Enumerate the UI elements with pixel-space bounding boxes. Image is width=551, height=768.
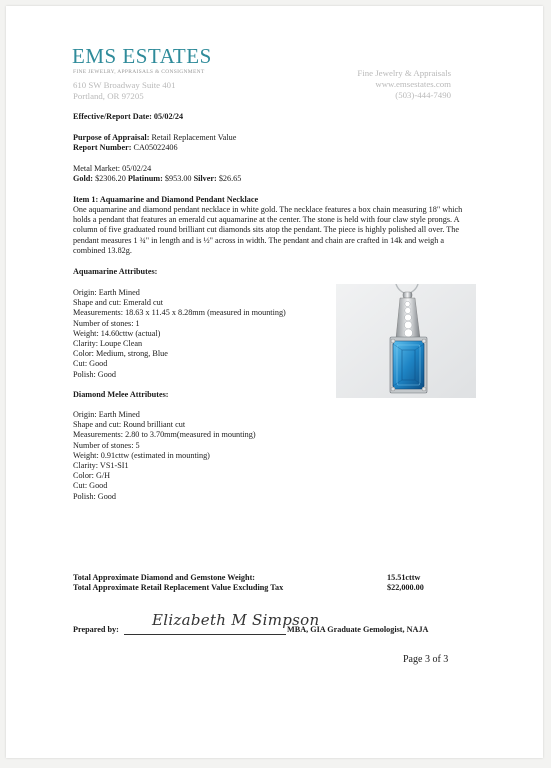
total-weight-value: 15.51cttw bbox=[387, 573, 421, 582]
pendant-photo bbox=[336, 284, 476, 398]
attribute-line: Color: G/H bbox=[73, 471, 111, 481]
contact-line-website: www.emsestates.com bbox=[375, 79, 451, 89]
attribute-line: Color: Medium, strong, Blue bbox=[73, 349, 168, 359]
purpose-label: Purpose of Appraisal: bbox=[73, 133, 150, 142]
attribute-line: Number of stones: 1 bbox=[73, 318, 140, 328]
company-contact bbox=[357, 68, 451, 101]
contact-line-services: Fine Jewelry & Appraisals bbox=[357, 68, 451, 78]
attribute-line: Shape and cut: Emerald cut bbox=[73, 298, 164, 308]
address-line-2: Portland, OR 97205 bbox=[73, 91, 144, 101]
attribute-line: Polish: Good bbox=[73, 491, 116, 501]
item-title: Item 1: Aquamarine and Diamond Pendant Necklace bbox=[73, 195, 259, 204]
company-logo: EMS ESTATES bbox=[72, 44, 212, 68]
metal-market: Metal Market: 05/02/24 bbox=[73, 164, 152, 173]
report-number-value: CA05022406 bbox=[133, 143, 178, 152]
purpose-value: Retail Replacement Value bbox=[151, 133, 237, 142]
attribute-line: Shape and cut: Round brilliant cut bbox=[73, 420, 186, 430]
metal-prices bbox=[73, 174, 241, 184]
attribute-line: Measurements: 18.63 x 11.45 x 8.28mm (measured in mounting) bbox=[73, 308, 286, 318]
melee-heading: Diamond Melee Attributes: bbox=[73, 390, 169, 399]
attribute-line: Cut: Good bbox=[73, 359, 108, 369]
purpose-row bbox=[73, 133, 236, 143]
attribute-line: Measurements: 2.80 to 3.70mm(measured in mounting) bbox=[73, 430, 256, 440]
total-value-label: Total Approximate Retail Replacement Value Excluding Tax bbox=[73, 583, 284, 592]
attribute-line: Cut: Good bbox=[73, 481, 108, 491]
address-line-1: 610 SW Broadway Suite 401 bbox=[73, 80, 176, 90]
preparer-credentials: MBA, GIA Graduate Gemologist, NAJA bbox=[287, 625, 429, 634]
gold-label: Gold: bbox=[73, 174, 94, 183]
aquamarine-attributes bbox=[73, 288, 286, 380]
gold-value: $2306.20 bbox=[95, 174, 126, 183]
attribute-line: Clarity: Loupe Clean bbox=[73, 339, 143, 349]
company-address bbox=[73, 80, 175, 102]
platinum-value: $953.00 bbox=[164, 174, 192, 183]
aquamarine-heading: Aquamarine Attributes: bbox=[73, 267, 158, 276]
attribute-line: Origin: Earth Mined bbox=[73, 410, 140, 419]
attribute-line: Weight: 0.91cttw (estimated in mounting) bbox=[73, 450, 210, 460]
company-tagline: FINE JEWELRY, APPRAISALS & CONSIGNMENT bbox=[73, 69, 205, 75]
item-description: One aquamarine and diamond pendant necklace in white gold. The necklace features a box chain measuring 18" which holds a pendant that features an emerald cut aquamarine at the center. The stone is held with four claw style prongs. A column of five graduated round brilliant cut diamonds sits atop the pendant. The piece is highly polished all over. The pendant measures 1 ¾" in length and is ½" across in width. The pendant and chain are crafted in 14k and weigh a combined 13.82g. bbox=[73, 205, 463, 255]
page-number: Page 3 of 3 bbox=[403, 654, 449, 665]
handwritten-signature: Elizabeth M Simpson bbox=[152, 611, 320, 629]
signature-line bbox=[124, 634, 286, 635]
attribute-line: Polish: Good bbox=[73, 369, 116, 379]
report-number-row bbox=[73, 143, 178, 153]
total-value-value: $22,000.00 bbox=[387, 583, 424, 592]
attribute-line: Number of stones: 5 bbox=[73, 440, 140, 450]
silver-label: Silver: bbox=[193, 174, 217, 183]
prepared-by-label: Prepared by: bbox=[73, 625, 119, 634]
contact-line-phone: (503)-444-7490 bbox=[395, 90, 451, 100]
attribute-line: Origin: Earth Mined bbox=[73, 288, 140, 297]
attribute-line: Clarity: VS1-SI1 bbox=[73, 461, 129, 471]
effective-date: Effective/Report Date: 05/02/24 bbox=[73, 112, 184, 121]
attribute-line: Weight: 14.60cttw (actual) bbox=[73, 328, 161, 338]
platinum-label: Platinum: bbox=[127, 174, 163, 183]
pendant-illustration bbox=[336, 284, 476, 398]
report-number-label: Report Number: bbox=[73, 143, 132, 152]
melee-attributes bbox=[73, 410, 256, 502]
silver-value: $26.65 bbox=[218, 174, 242, 183]
total-weight-label: Total Approximate Diamond and Gemstone Weight: bbox=[73, 573, 256, 582]
